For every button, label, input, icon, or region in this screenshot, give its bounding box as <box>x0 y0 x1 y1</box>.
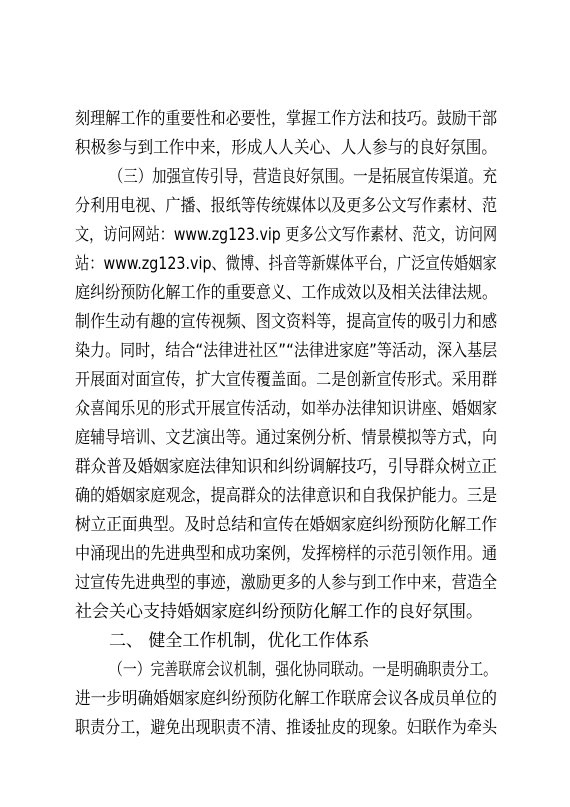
text-line: 众喜闻乐见的形式开展宣传活动，如举办法律知识讲座、婚姻家 <box>75 399 498 419</box>
text-line: 进一步明确婚姻家庭纠纷预防化解工作联席会议各成员单位的 <box>75 689 498 709</box>
text-line: 刻理解工作的重要性和必要性，掌握工作方法和技巧。鼓励干部 <box>75 109 498 129</box>
text-line: 庭辅导培训、文艺演出等。通过案例分析、情景模拟等方式，向 <box>75 428 498 448</box>
text-line: 站：www.zg123.vip、微博、抖音等新媒体平台，广泛宣传婚姻家 <box>75 254 497 274</box>
text-line: 染力。同时，结合“法律进社区”“法律进家庭”等活动，深入基层 <box>75 341 498 361</box>
text-line: 积极参与到工作中来，形成人人关心、人人参与的良好氛围。 <box>75 138 498 158</box>
text-line: （一）完善联席会议机制，强化协同联动。一是明确职责分工。 <box>109 660 497 680</box>
text-line: 职责分工，避免出现职责不清、推诿扯皮的现象。妇联作为牵头 <box>75 718 498 738</box>
text-line: 开展面对面宣传，扩大宣传覆盖面。二是创新宣传形式。采用群 <box>75 370 498 390</box>
text-line: 社会关心支持婚姻家庭纠纷预防化解工作的良好氛围。 <box>75 602 483 622</box>
text-line: 树立正面典型。及时总结和宣传在婚姻家庭纠纷预防化解工作 <box>75 515 498 535</box>
text-line: 庭纠纷预防化解工作的重要意义、工作成效以及相关法律法规。 <box>75 283 498 303</box>
section-heading: 二、 健全工作机制，优化工作体系 <box>109 631 370 651</box>
text-line: 群众普及婚姻家庭法律知识和纠纷调解技巧，引导群众树立正 <box>75 457 498 477</box>
text-line: 制作生动有趣的宣传视频、图文资料等，提高宣传的吸引力和感 <box>75 312 498 332</box>
text-line: （三）加强宣传引导，营造良好氛围。一是拓展宣传渠道。充 <box>109 167 497 187</box>
text-line: 中涌现出的先进典型和成功案例，发挥榜样的示范引领作用。通 <box>75 544 498 564</box>
text-line: 确的婚姻家庭观念，提高群众的法律意识和自我保护能力。三是 <box>75 486 498 506</box>
text-line: 过宣传先进典型的事迹，激励更多的人参与到工作中来，营造全 <box>75 573 498 593</box>
text-line: 分利用电视、广播、报纸等传统媒体以及更多公文写作素材、范 <box>75 196 498 216</box>
text-line: 文，访问网站：www.zg123.vip 更多公文写作素材、范文，访问网 <box>75 225 498 245</box>
